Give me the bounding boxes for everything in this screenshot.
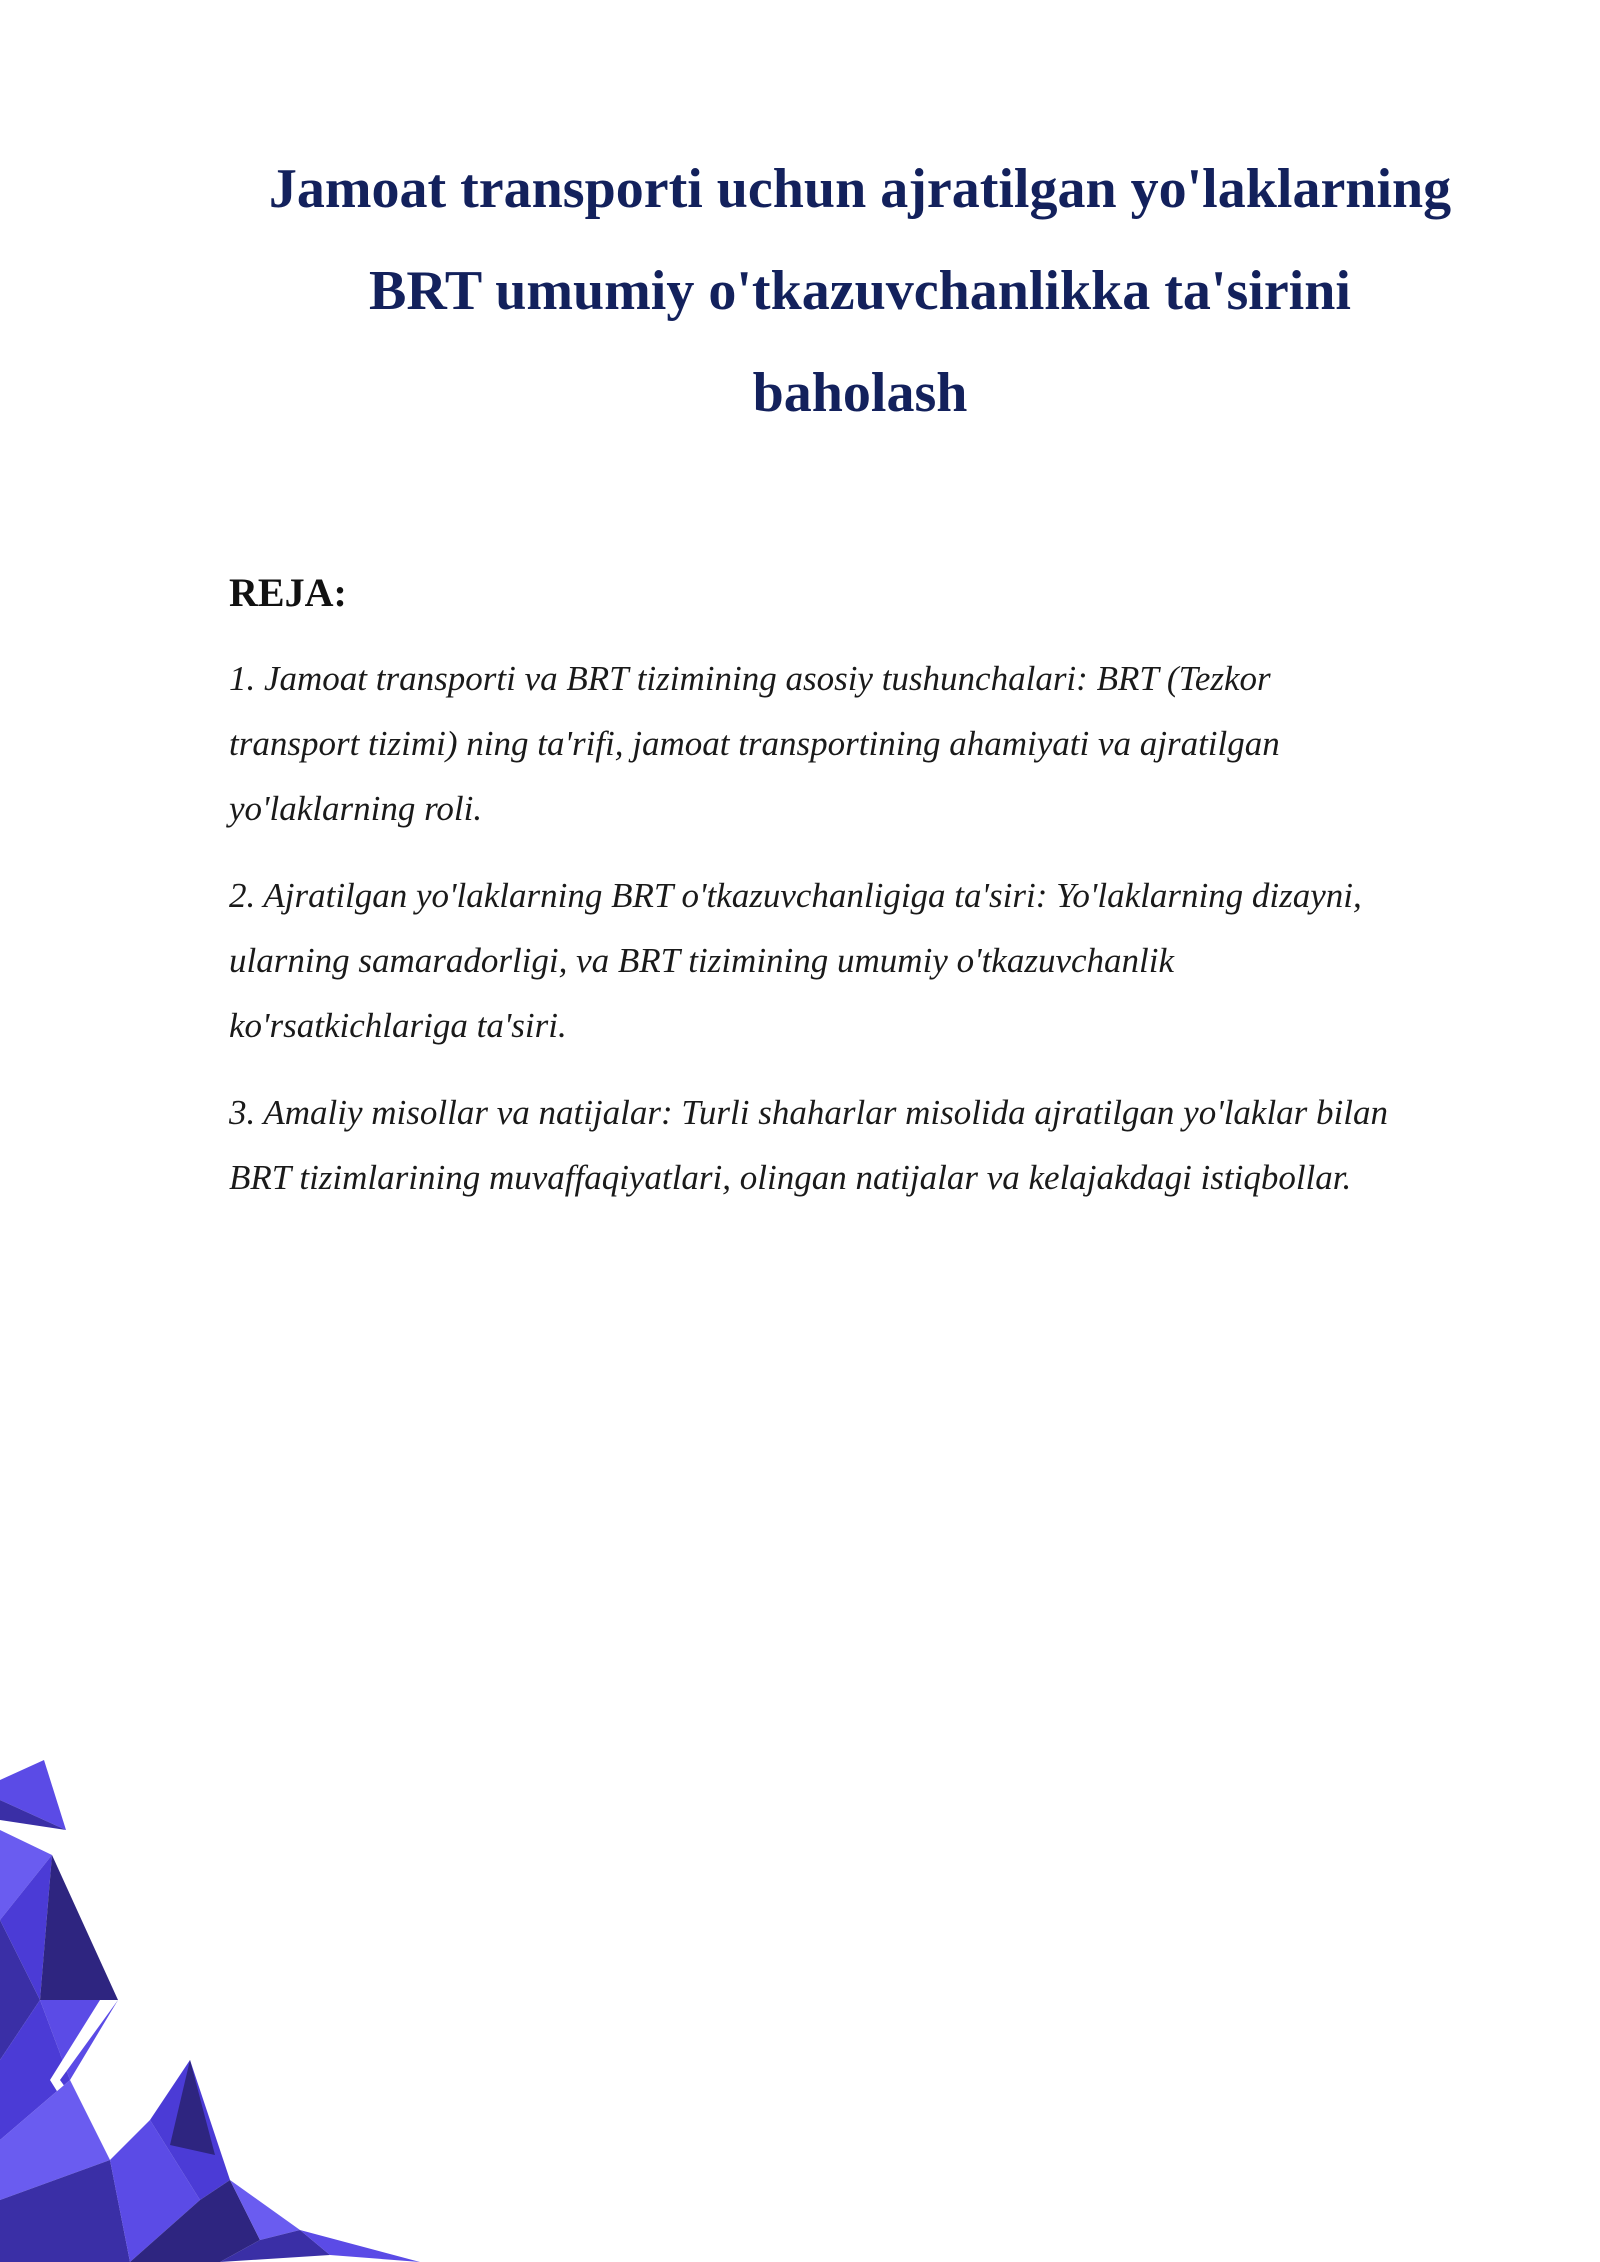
plan-section xyxy=(229,560,1529,1232)
document-title xyxy=(200,138,1520,444)
purple-low-poly-corner-ornament-icon xyxy=(0,1760,420,2262)
plan-item-line: ko'rsatkichlariga ta'siri. xyxy=(229,1006,567,1045)
plan-item-line: yo'laklarning roli. xyxy=(229,789,483,828)
plan-item-1 xyxy=(229,646,1529,841)
plan-item-line: BRT tizimlarining muvaffaqiyatlari, olingan natijalar va kelajakdagi istiqbollar. xyxy=(229,1158,1352,1197)
plan-item-line: 3. Amaliy misollar va natijalar: Turli shaharlar misolida ajratilgan yo'laklar bilan xyxy=(229,1093,1388,1132)
plan-heading: REJA: xyxy=(229,570,347,615)
title-line: baholash xyxy=(752,362,968,424)
plan-item-line: 1. Jamoat transporti va BRT tizimining asosiy tushunchalari: BRT (Tezkor xyxy=(229,659,1271,698)
plan-item-line: transport tizimi) ning ta'rifi, jamoat transportining ahamiyati va ajratilgan xyxy=(229,724,1280,763)
plan-item-line: 2. Ajratilgan yo'laklarning BRT o'tkazuvchanligiga ta'siri: Yo'laklarning dizayni, xyxy=(229,876,1362,915)
plan-item-line: ularning samaradorligi, va BRT tizimining umumiy o'tkazuvchanlik xyxy=(229,941,1174,980)
plan-item-2 xyxy=(229,863,1529,1058)
plan-item-3 xyxy=(229,1080,1529,1210)
title-line: Jamoat transporti uchun ajratilgan yo'laklarning xyxy=(268,158,1452,220)
title-line: BRT umumiy o'tkazuvchanlikka ta'sirini xyxy=(369,260,1351,322)
